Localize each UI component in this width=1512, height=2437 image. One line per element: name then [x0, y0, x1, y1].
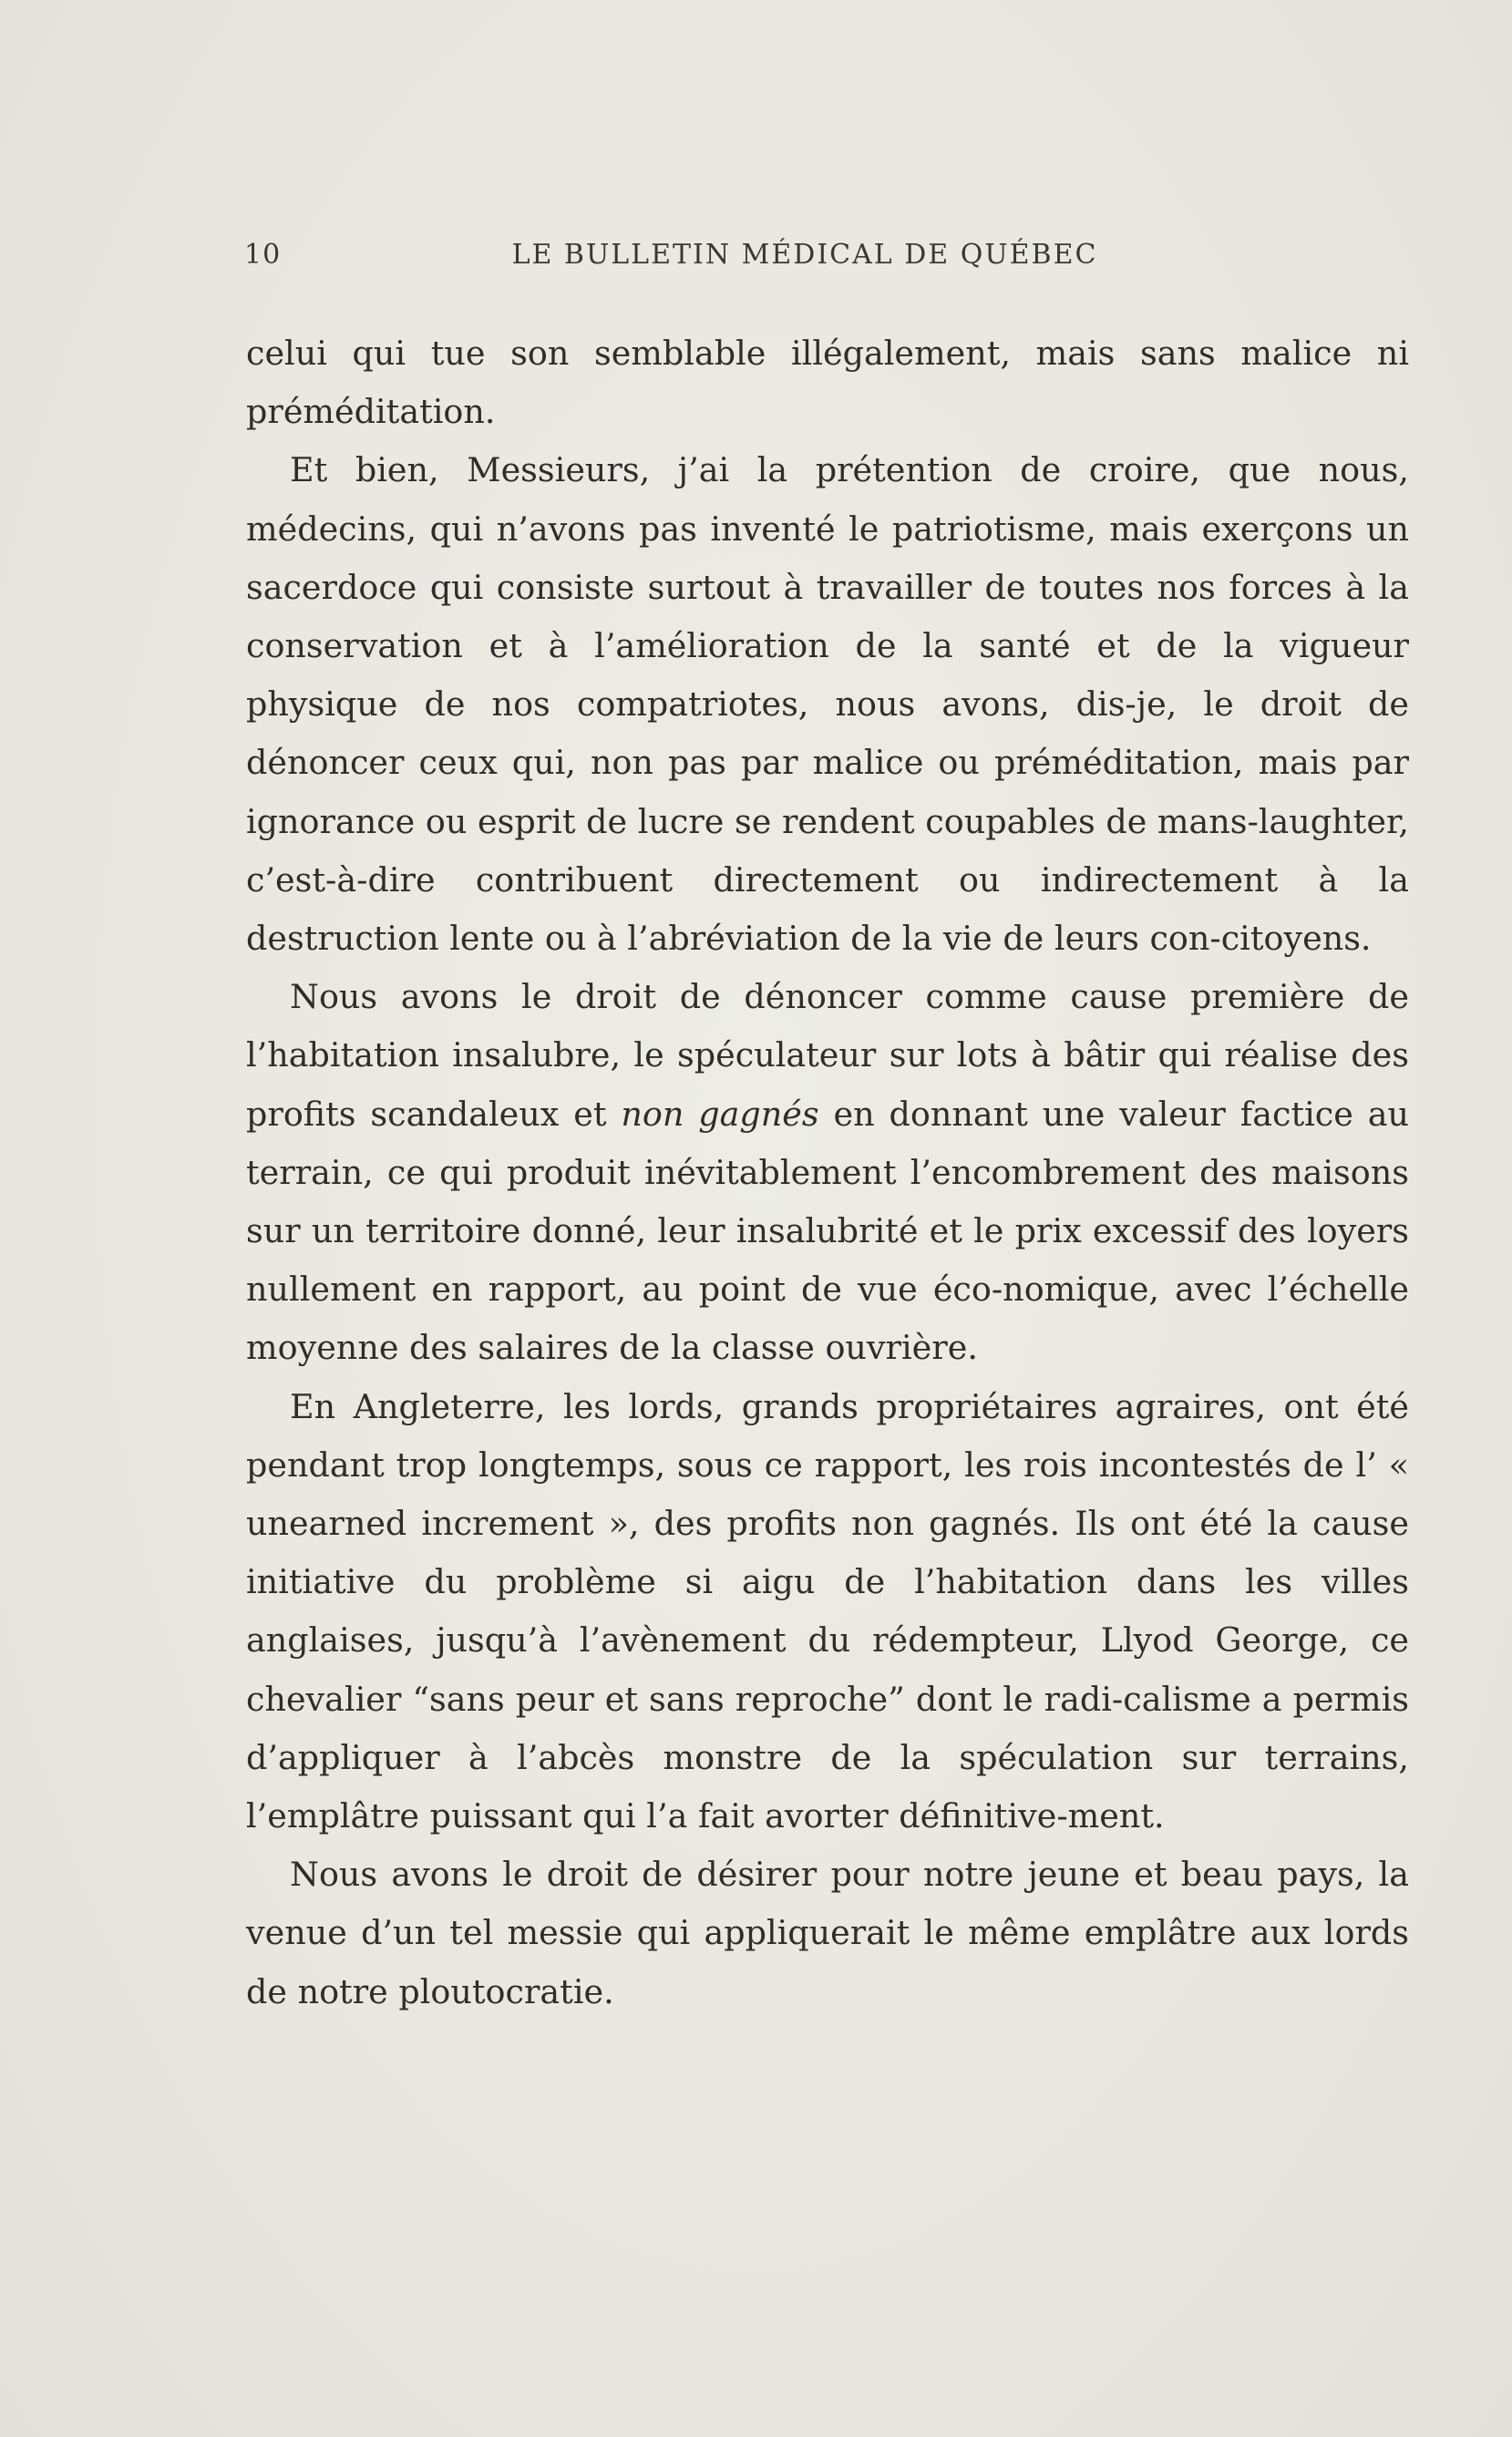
running-title: LE BULLETIN MÉDICAL DE QUÉBEC [511, 239, 1098, 271]
paragraph-speculator-after: en donnant une valeur factice au terrain, ce qui produit inévitablement l’encombrement des maisons sur un territoire donné, leur insalubrité et le prix excessif des loyers nullement en rapport, au point de vue éco-nomique, avec l’échelle moyenne des salaires de la classe ouvrière. [246, 1094, 1409, 1368]
paragraph-england: En Angleterre, les lords, grands propriétaires agraires, ont été pendant trop longtemps, sous ce rapport, les rois incontestés de l’ « unearned increment », des profits non gagnés. Ils ont été la cause initiative du problème si aigu de l’habitation dans les villes anglaises, jusqu’à l’avènement du rédempteur, Llyod George, ce chevalier “sans peur et sans reproche” dont le radi-calisme a permis d’appliquer à l’abcès monstre de la spéculation sur terrains, l’emplâtre puissant qui l’a fait avorter définitive-ment. [246, 1386, 1409, 1836]
body-text [246, 324, 1409, 2021]
paragraph-speculator [246, 968, 1409, 1377]
paragraph-physicians-right: Et bien, Messieurs, j’ai la prétention de croire, que nous, médecins, qui n’avons pas inventé le patriotisme, mais exerçons un sacerdoce qui consiste surtout à travailler de toutes nos forces à la conservation et à l’amélioration de la santé et de la vigueur physique de nos compatriotes, nous avons, dis-je, le droit de dénoncer ceux qui, non pas par malice ou préméditation, mais par ignorance ou esprit de lucre se rendent coupables de mans-laughter, c’est-à-dire contribuent directement ou indirectement à la destruction lente ou à l’abréviation de la vie de leurs con-citoyens. [246, 450, 1409, 959]
page-number: 10 [244, 239, 282, 271]
page-header [244, 239, 1283, 275]
paragraph-speculator-before: Nous avons le droit de dénoncer comme cause première de l’habitation insalubre, le spéculateur sur lots à bâtir qui réalise des profits scandaleux et [246, 977, 1409, 1134]
italic-phrase: non gagnés [621, 1094, 819, 1134]
paragraph-continuation: celui qui tue son semblable illégalement, mais sans malice ni préméditation. [246, 334, 1409, 432]
paragraph-closing: Nous avons le droit de désirer pour notre jeune et beau pays, la venue d’un tel messie qui appliquerait le même emplâtre aux lords de notre ploutocratie. [246, 1855, 1409, 2011]
